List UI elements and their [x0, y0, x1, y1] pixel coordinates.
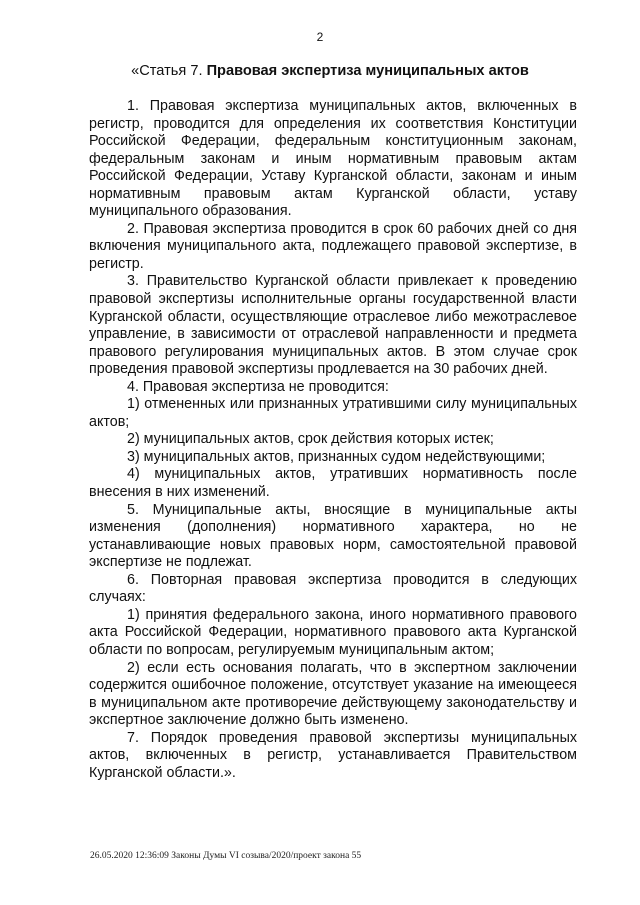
paragraph: 2. Правовая экспертиза проводится в срок 60 рабочих дней со дня включения муниципального акта, подлежащего правовой экспертизе, в регистр. — [89, 220, 577, 272]
paragraph: 6. Повторная правовая экспертиза проводится в следующих случаях: — [89, 571, 577, 606]
article-prefix: «Статья 7. — [131, 63, 207, 79]
article-title: Правовая экспертиза муниципальных актов — [206, 63, 529, 79]
paragraph: 3. Правительство Курганской области привлекает к проведению правовой экспертизы исполнительные органы государственной власти Курганской области, осуществляющие отраслевое либо межотраслевое управление, в зависимости от отраслевой направленности и предмета правового регулирования муниципальных актов. В этом случае срок проведения правовой экспертизы продлевается на 30 рабочих дней. — [89, 273, 577, 378]
paragraph: 3) муниципальных актов, признанных судом недействующими; — [127, 448, 546, 465]
paragraph: 1. Правовая экспертиза муниципальных актов, включенных в регистр, проводится для определения их соответствия Конституции Российской Федерации, федеральным конституционным законам, федеральным законам и иным нормативным правовым актам Российской Федерации, Уставу Курганской области, законам и иным нормативным правовым актам Курганской области, уставу муниципального образования. — [89, 98, 577, 220]
paragraph: 5. Муниципальные акты, вносящие в муниципальные акты изменения (дополнения) нормативного характера, но не устанавливающие новых правовых норм, самостоятельной правовой экспертизе не подлежат. — [89, 501, 577, 571]
paragraph: 4. Правовая экспертиза не проводится: — [127, 378, 389, 395]
paragraph: 4) муниципальных актов, утративших нормативность после внесения в них изменений. — [89, 466, 577, 501]
paragraph: 2) муниципальных актов, срок действия которых истек; — [127, 431, 494, 448]
paragraph: 7. Порядок проведения правовой экспертизы муниципальных актов, включенных в регистр, устанавливается Правительством Курганской области.». — [89, 729, 577, 781]
article-heading — [90, 62, 570, 80]
paragraph: 1) отмененных или признанных утратившими силу муниципальных актов; — [89, 396, 577, 430]
document-footer: 26.05.2020 12:36:09 Законы Думы VI созыва/2020/проект закона 55 — [90, 851, 362, 861]
paragraph: 2) если есть основания полагать, что в экспертном заключении содержится ошибочное положение, отсутствует указание на имеющееся в муниципальном акте противоречие действующему законодательству и экспертное заключение должно быть изменено. — [89, 659, 577, 729]
page-number: 2 — [316, 30, 324, 44]
article-body — [89, 98, 577, 782]
paragraph: 1) принятия федерального закона, иного нормативного правового акта Российской Федерации, нормативного правового акта Курганской области по вопросам, регулируемым муниципальным актом; — [89, 606, 577, 658]
